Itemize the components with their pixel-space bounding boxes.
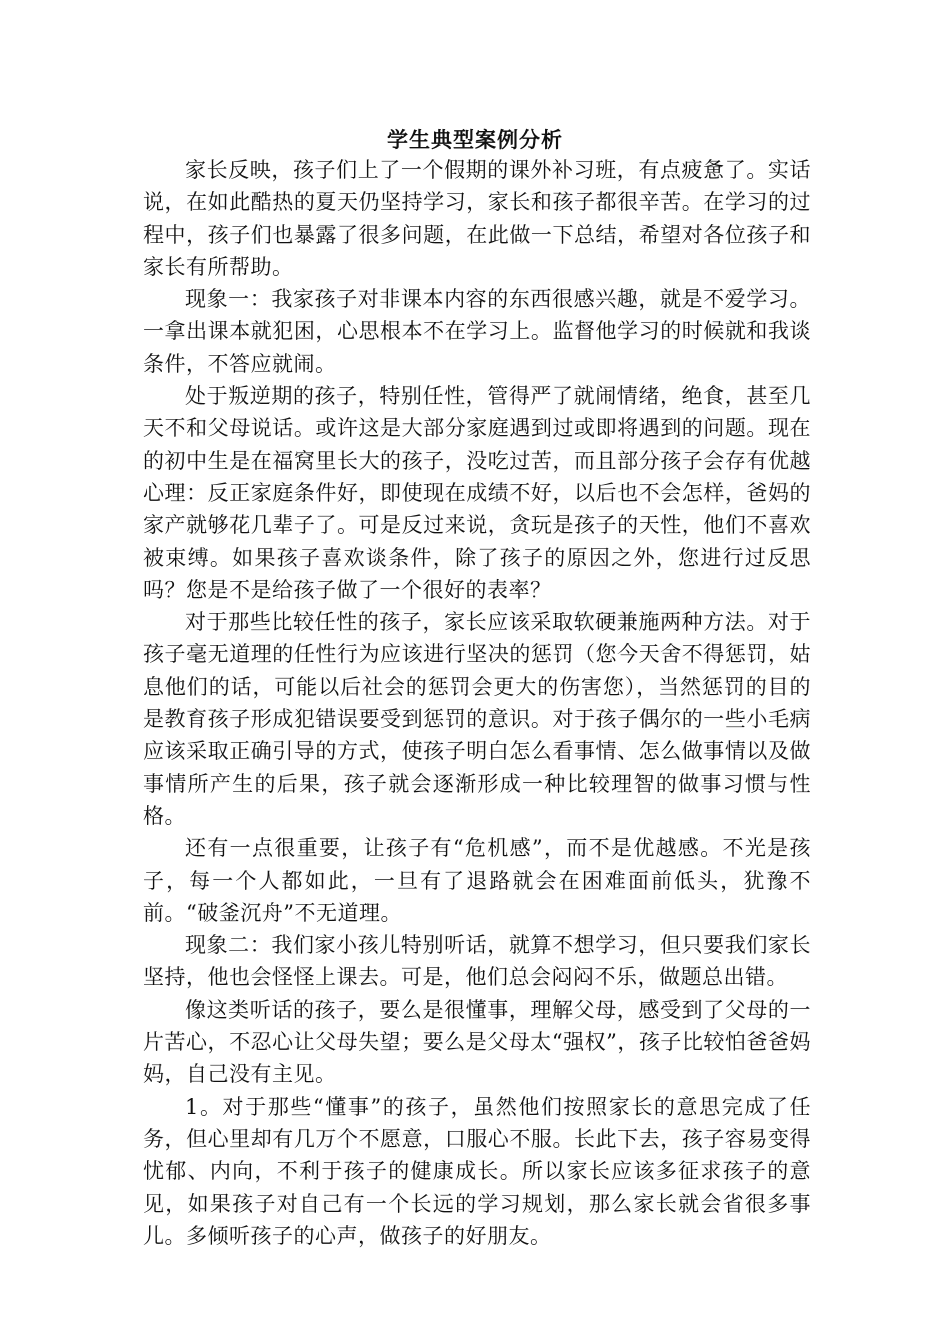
paragraph-phenomenon-two: 现象二：我们家小孩儿特别听话，就算不想学习，但只要我们家长坚持，他也会怪怪上课去。可是，他们总会闷闷不乐，做题总出错。: [143, 933, 811, 990]
document-title: 学生典型案例分析: [387, 127, 563, 152]
paragraph-rebellious-period: 处于叛逆期的孩子，特别任性，管得严了就闹情绪，绝食，甚至几天不和父母说话。或许这是大部分家庭遇到过或即将遇到的问题。现在的初中生是在福窝里长大的孩子，没吃过苦，而且部分孩子会存有优越心理：反正家庭条件好，即使现在成绩不好，以后也不会怎样，爸妈的家产就够花几辈子了。可是反过来说，贪玩是孩子的天性，他们不喜欢被束缚。如果孩子喜欢谈条件，除了孩子的原因之外，您进行过反思吗？您是不是给孩子做了一个很好的表率？: [143, 384, 811, 602]
paragraph-sense-of-crisis: 还有一点很重要，让孩子有“危机感”，而不是优越感。不光是孩子，每一个人都如此，一旦有了退路就会在困难面前低头，犹豫不前。“破釜沉舟”不无道理。: [143, 836, 811, 925]
paragraph-point-one: 1。对于那些“懂事”的孩子，虽然他们按照家长的意思完成了任务，但心里却有几万个不愿意，口服心不服。长此下去，孩子容易变得忧郁、内向，不利于孩子的健康成长。所以家长应该多征求孩子的意见，如果孩子对自己有一个长远的学习规划，那么家长就会省很多事儿。多倾听孩子的心声，做孩子的好朋友。: [143, 1094, 811, 1248]
paragraph-intro: 家长反映，孩子们上了一个假期的课外补习班，有点疲惫了。实话说，在如此酷热的夏天仍坚持学习，家长和孩子都很辛苦。在学习的过程中，孩子们也暴露了很多问题，在此做一下总结，希望对各位孩子和家长有所帮助。: [143, 158, 811, 279]
document-body: [143, 154, 811, 1252]
paragraph-willful-children: 对于那些比较任性的孩子，家长应该采取软硬兼施两种方法。对于孩子毫无道理的任性行为应该进行坚决的惩罚（您今天舍不得惩罚，姑息他们的话，可能以后社会的惩罚会更大的伤害您），当然惩罚的目的是教育孩子形成犯错误要受到惩罚的意识。对于孩子偶尔的一些小毛病应该采取正确引导的方式，使孩子明白怎么看事情、怎么做事情以及做事情所产生的后果，孩子就会逐渐形成一种比较理智的做事习惯与性格。: [143, 610, 811, 828]
paragraph-obedient-children: 像这类听话的孩子，要么是很懂事，理解父母，感受到了父母的一片苦心，不忍心让父母失望；要么是父母太“强权”，孩子比较怕爸爸妈妈，自己没有主见。: [143, 997, 811, 1087]
paragraph-phenomenon-one: 现象一：我家孩子对非课本内容的东西很感兴趣，就是不爱学习。一拿出课本就犯困，心思根本不在学习上。监督他学习的时候就和我谈条件，不答应就闹。: [143, 287, 811, 376]
